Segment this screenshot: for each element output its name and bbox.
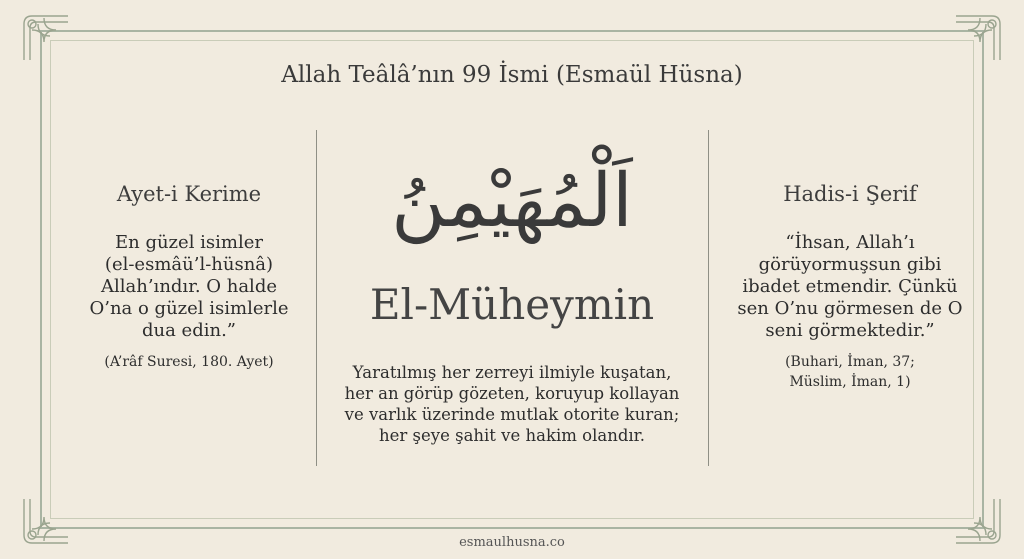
hadis-heading: Hadis-i Şerif [783,182,917,206]
ayet-heading: Ayet-i Kerime [116,182,262,206]
hadis-source: (Buhari, İman, 37; Müslim, İman, 1) [785,354,915,390]
name-meaning: Yaratılmış her zerreyi ilmiyle kuşatan, her an görüp gözeten, koruyup kollayan ve varlık üzerinde mutlak otorite kuran; her şeye şahit ve hakim olandır. [344,363,680,445]
ayet-source: (A’râf Suresi, 180. Ayet) [104,354,274,370]
page-title: Allah Teâlâ’nın 99 İsmi (Esmaül Hüsna) [281,62,743,88]
corner-ornament-icon [950,10,1006,66]
site-footer: esmaulhusna.co [459,535,565,550]
transliterated-name: El-Müheymin [369,280,655,329]
corner-ornament-icon [18,10,74,66]
ayet-text: En güzel isimler (el-esmâü’l-hüsnâ) Allah’ındır. O halde O’na o güzel isimlerle dua edin.” [89,232,289,341]
arabic-name: اَلْمُهَيْمِنُ [391,158,633,244]
ayet-column [64,182,314,372]
column-divider-right [708,130,709,466]
hadis-text: “İhsan, Allah’ı görüyormuşsun gibi ibadet etmendir. Çünkü sen O’nu görmesen de O seni görmektedir.” [737,232,963,341]
hadis-column [725,182,975,392]
